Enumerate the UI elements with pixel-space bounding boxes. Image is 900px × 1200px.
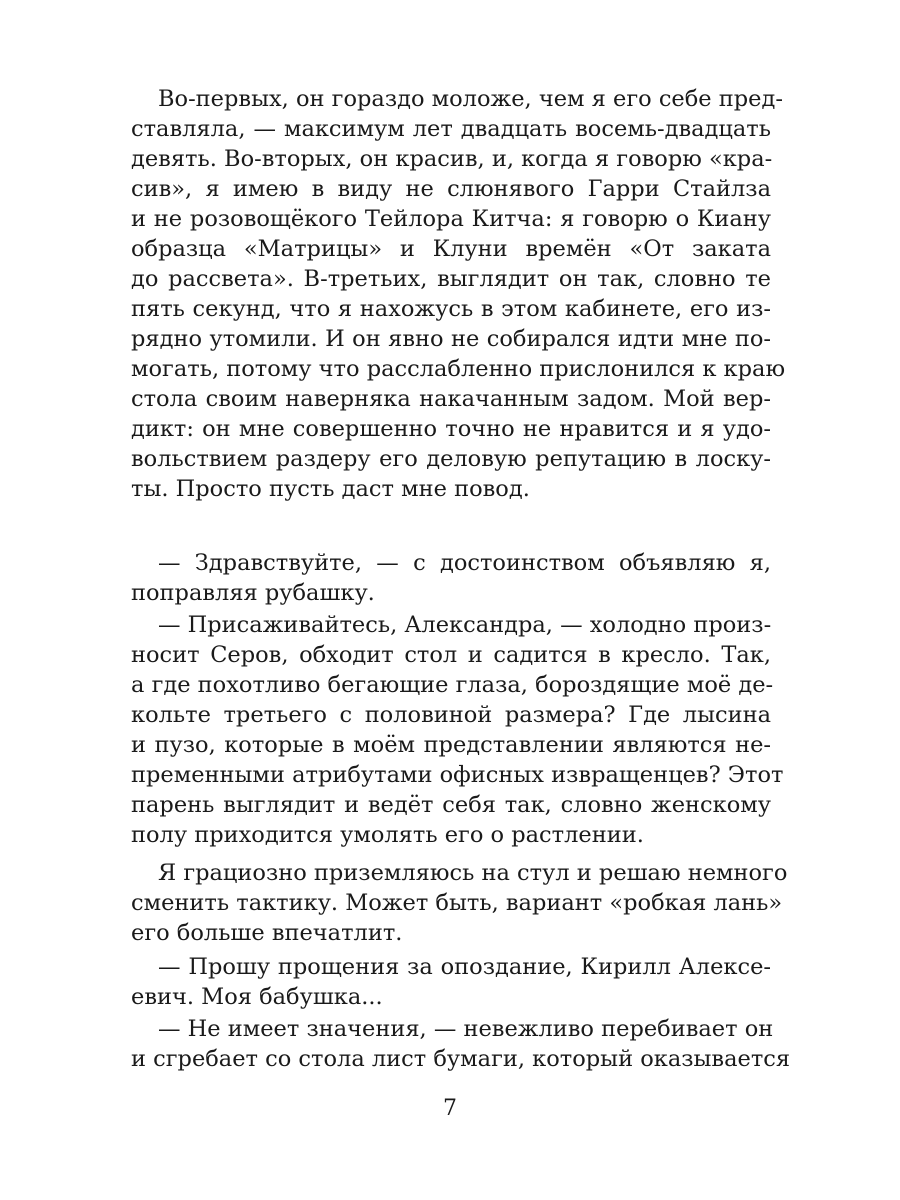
text-line: а где похотливо бегающие глаза, бороздящие моё де- [131,672,774,698]
paragraph [131,952,771,1012]
paragraph [131,548,771,608]
page-number: 7 [443,1096,457,1121]
text-line: полу приходится умолять его о растлении. [131,822,644,848]
text-line: рядно утомили. И он явно не собирался идти мне по- [131,326,771,352]
text-line: и сгребает со стола лист бумаги, который оказывается [131,1046,791,1072]
text-line: парень выглядит и ведёт себя так, словно женскому [131,792,771,818]
paragraph [131,858,788,948]
text-line: и пузо, которые в моём представлении являются не- [131,732,771,758]
text-line: поправляя рубашку. [131,580,375,606]
text-line: сив», я имею в виду не слюнявого Гарри Стайлза [131,176,771,202]
text-line: девять. Во-вторых, он красив, и, когда я говорю «кра- [131,146,773,172]
text-line: евич. Моя бабушка... [131,984,383,1010]
text-line: ставляла, — максимум лет двадцать восемь-двадцать [131,116,771,142]
text-line: могать, потому что расслабленно прислонился к краю [131,356,786,382]
text-line: носит Серов, обходит стол и садится в кресло. Так, [131,642,771,668]
paragraph [131,84,786,504]
text-line: — Присаживайтесь, Александра, — холодно произ- [158,612,772,638]
text-line: сменить тактику. Может быть, вариант «робкая лань» [131,890,783,916]
paragraph [131,610,784,850]
text-line: стола своим наверняка накачанным задом. Мой вер- [131,386,771,412]
text-line: пять секунд, что я нахожусь в этом кабинете, его из- [131,296,771,322]
text-line: его больше впечатлит. [131,920,403,946]
text-line: до рассвета». В-третьих, выглядит он так, словно те [131,266,771,292]
text-line: и не розовощёкого Тейлора Китча: я говорю о Киану [131,206,771,232]
text-line: — Здравствуйте, — с достоинством объявляю я, [158,550,771,576]
text-line: вольствием раздеру его деловую репутацию в лоску- [131,446,771,472]
text-line: — Не имеет значения, — невежливо перебивает он [158,1016,774,1042]
text-line: ты. Просто пусть даст мне повод. [131,476,530,502]
text-line: — Прошу прощения за опоздание, Кирилл Алексе- [158,954,771,980]
text-line: Я грациозно приземляюсь на стул и решаю немного [158,860,788,886]
text-line: образца «Матрицы» и Клуни времён «От заката [131,236,771,262]
text-line: Во-первых, он гораздо моложе, чем я его себе пред- [158,86,783,112]
text-line: пременными атрибутами офисных извращенцев? Этот [131,762,784,788]
text-line: дикт: он мне совершенно точно не нравится и я удо- [131,416,771,442]
text-line: кольте третьего с половиной размера? Где лысина [131,702,771,728]
paragraph [131,1014,791,1074]
